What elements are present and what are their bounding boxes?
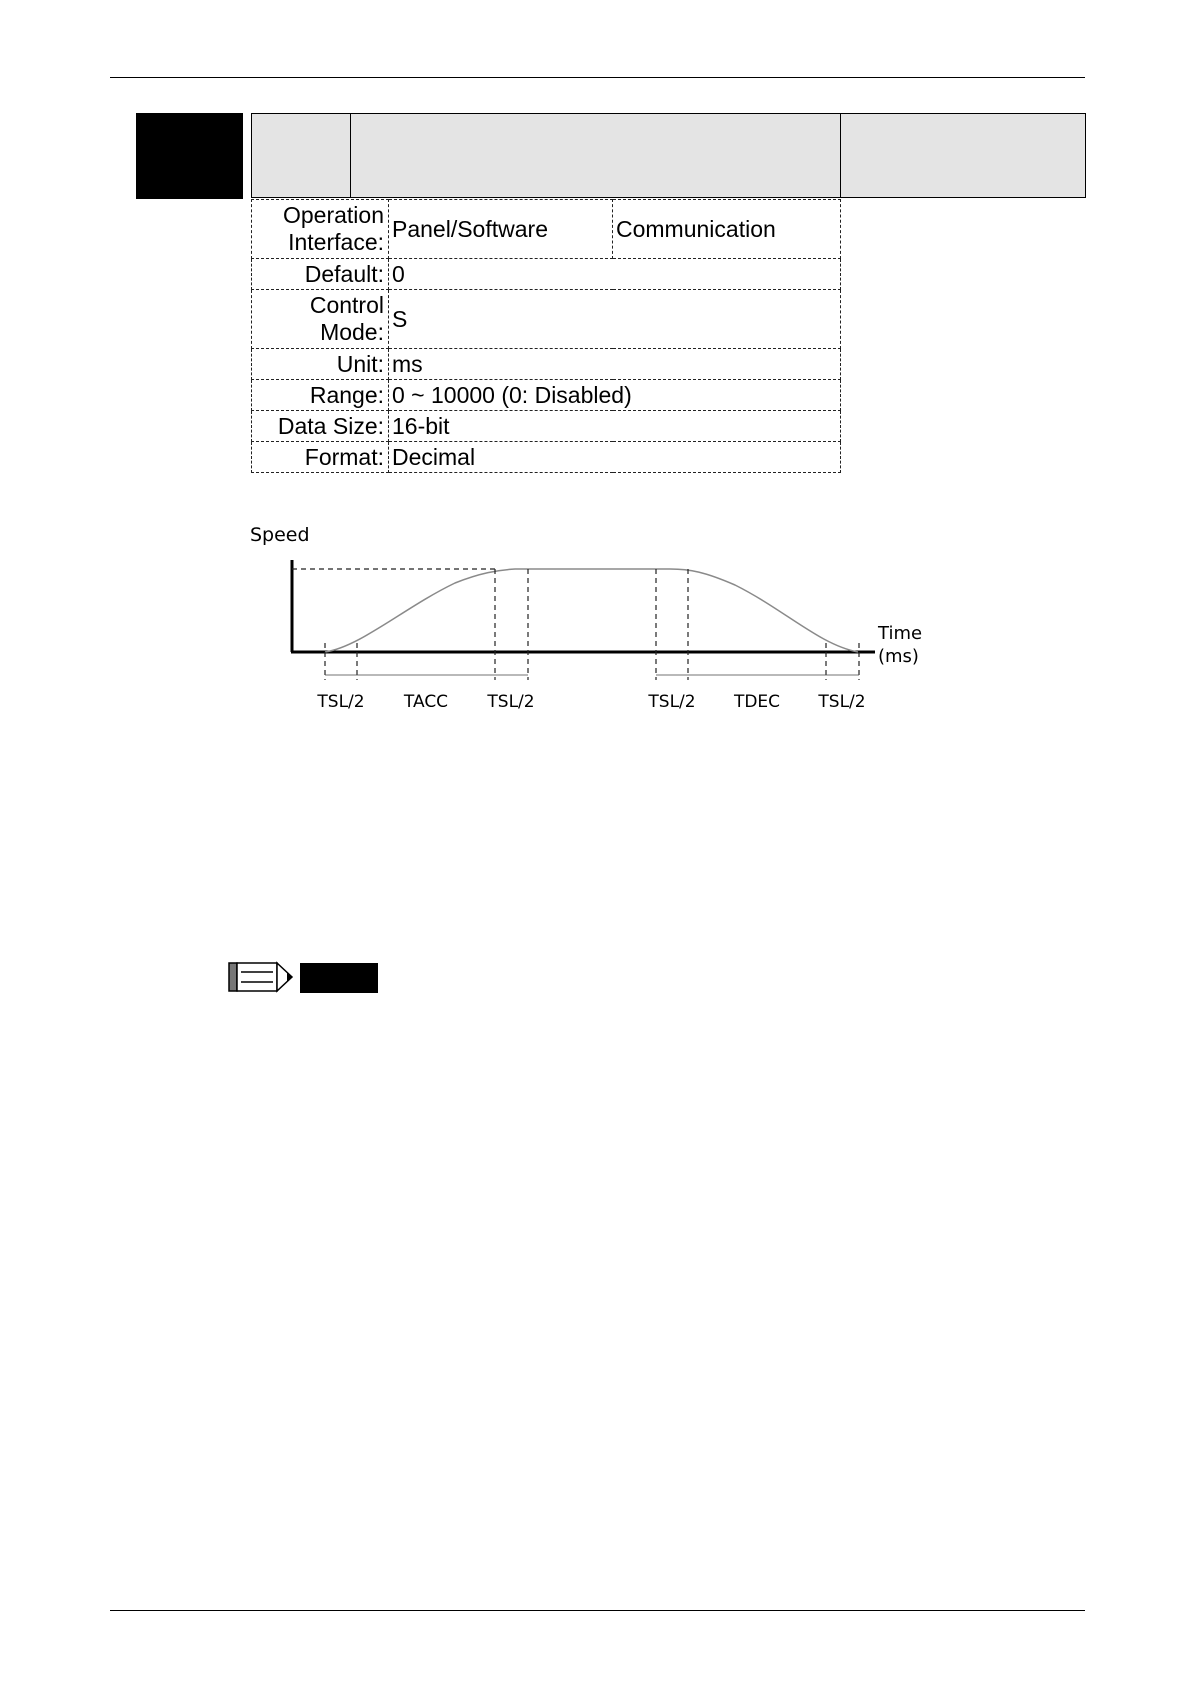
- y-axis-label: Speed: [250, 525, 310, 546]
- table-row: [252, 290, 841, 349]
- row-label-operation-interface: [252, 200, 389, 259]
- pencil-note-icon: [228, 958, 380, 996]
- value-unit: ms: [389, 349, 841, 380]
- label-line: Mode:: [320, 319, 384, 345]
- param-header-cell-code: [251, 113, 351, 198]
- segment-label-tsl-2: TSL/2: [487, 692, 535, 712]
- segment-boundaries: [325, 569, 859, 680]
- value-range: 0 ~ 10000 (0: Disabled): [389, 380, 841, 411]
- row-label-unit: Unit:: [252, 349, 389, 380]
- table-row: [252, 200, 841, 259]
- label-line: Interface:: [288, 229, 384, 255]
- row-label-data-size: Data Size:: [252, 411, 389, 442]
- segment-label-tacc: TACC: [403, 692, 449, 712]
- table-row: [252, 349, 841, 380]
- value-format: Decimal: [389, 442, 841, 473]
- segment-label-tsl-3: TSL/2: [648, 692, 696, 712]
- param-header-cell-name: [350, 113, 841, 198]
- value-control-mode: S: [389, 290, 841, 349]
- chapter-tab: [136, 113, 243, 199]
- table-row: [252, 442, 841, 473]
- label-line: Operation: [282, 202, 384, 228]
- speed-curve: [325, 569, 858, 652]
- param-header-cell-address: [840, 113, 1086, 198]
- segment-label-tsl-4: TSL/2: [818, 692, 866, 712]
- row-label-control-mode: [252, 290, 389, 349]
- header-rule: [110, 77, 1085, 78]
- x-axis-label-line-2: (ms): [878, 646, 919, 667]
- table-row: [252, 380, 841, 411]
- row-label-format: Format:: [252, 442, 389, 473]
- parameter-attribute-table: [251, 199, 841, 473]
- value-panel-software: Panel/Software: [389, 200, 613, 259]
- segment-label-tsl-1: TSL/2: [317, 692, 365, 712]
- segment-label-tdec: TDEC: [733, 692, 781, 712]
- table-row: [252, 259, 841, 290]
- footer-rule: [110, 1610, 1085, 1611]
- label-line: Control: [309, 292, 384, 318]
- x-axis-label-line-1: Time: [878, 623, 923, 644]
- table-row: [252, 411, 841, 442]
- value-communication: Communication: [613, 200, 841, 259]
- value-default: 0: [389, 259, 841, 290]
- row-label-range: Range:: [252, 380, 389, 411]
- value-data-size: 16-bit: [389, 411, 841, 442]
- row-label-default: Default:: [252, 259, 389, 290]
- s-curve-speed-diagram: [240, 525, 940, 725]
